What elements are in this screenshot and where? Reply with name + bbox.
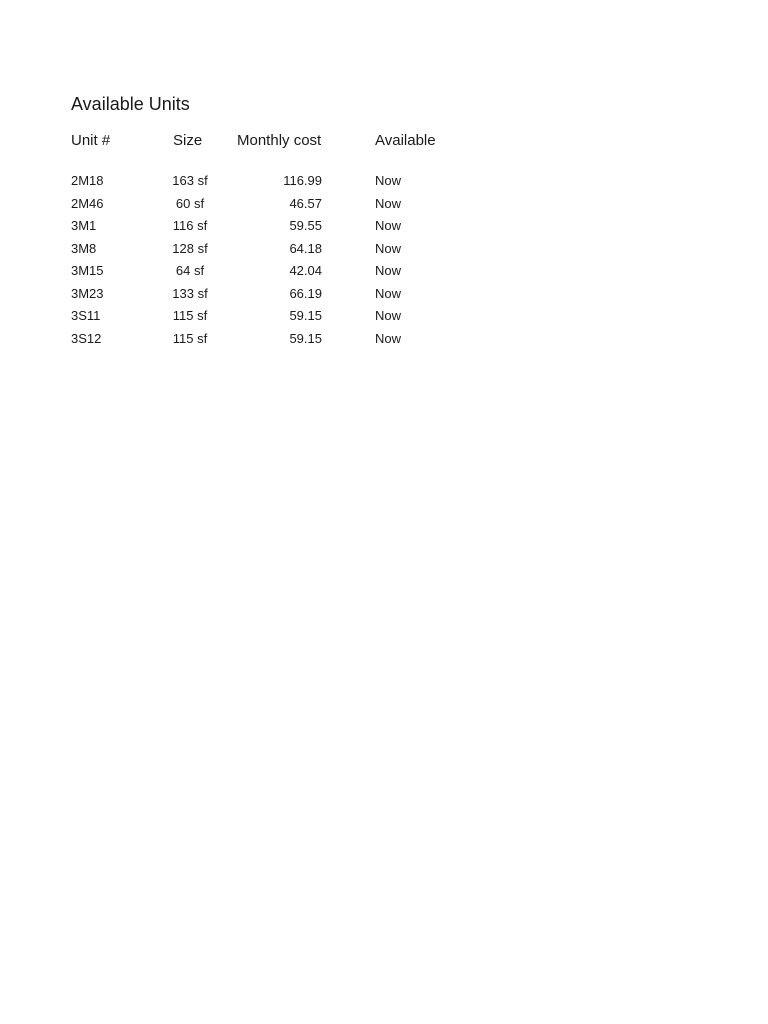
unit-number-cell: 3M23	[71, 285, 104, 301]
unit-number-cell: 2M46	[71, 195, 104, 211]
available-cell: Now	[375, 330, 402, 346]
size-cell: 163 sf	[172, 173, 208, 188]
monthly-cost-cell: 46.57	[289, 195, 322, 211]
available-cell: Now	[375, 173, 402, 188]
column-header-monthly-cost: Monthly cost	[237, 132, 322, 149]
table-row	[0, 328, 768, 351]
table-row	[0, 260, 768, 283]
page-title: Available Units	[71, 94, 190, 114]
available-cell: Now	[375, 263, 402, 278]
size-cell: 115 sf	[172, 330, 208, 346]
monthly-cost-cell: 59.15	[289, 308, 322, 323]
size-cell: 60 sf	[175, 195, 205, 211]
table-row	[0, 305, 768, 328]
size-cell: 64 sf	[175, 263, 205, 278]
monthly-cost-cell: 42.04	[289, 263, 322, 278]
monthly-cost-cell: 64.18	[289, 240, 322, 256]
size-cell: 128 sf	[172, 240, 208, 256]
available-cell: Now	[375, 218, 402, 233]
column-header-size: Size	[173, 132, 203, 149]
unit-number-cell: 3S12	[71, 330, 102, 346]
unit-number-cell: 3M1	[71, 218, 97, 233]
size-cell: 133 sf	[172, 285, 208, 301]
available-cell: Now	[375, 240, 402, 256]
unit-number-cell: 3M8	[71, 240, 97, 256]
table-row	[0, 193, 768, 216]
available-cell: Now	[375, 308, 402, 323]
monthly-cost-cell: 59.15	[289, 330, 322, 346]
size-cell: 116 sf	[172, 218, 208, 233]
available-cell: Now	[375, 285, 402, 301]
table-row	[0, 283, 768, 306]
monthly-cost-cell: 116.99	[283, 173, 322, 188]
unit-number-cell: 2M18	[71, 173, 104, 188]
available-cell: Now	[375, 195, 402, 211]
monthly-cost-cell: 59.55	[289, 218, 322, 233]
table-row	[0, 215, 768, 238]
monthly-cost-cell: 66.19	[289, 285, 322, 301]
column-header-unit: Unit #	[71, 132, 111, 149]
unit-number-cell: 3S11	[71, 308, 101, 323]
unit-number-cell: 3M15	[71, 263, 104, 278]
column-header-available: Available	[375, 132, 436, 149]
units-table-body	[0, 170, 768, 350]
table-row	[0, 170, 768, 193]
table-row	[0, 238, 768, 261]
size-cell: 115 sf	[172, 308, 208, 323]
